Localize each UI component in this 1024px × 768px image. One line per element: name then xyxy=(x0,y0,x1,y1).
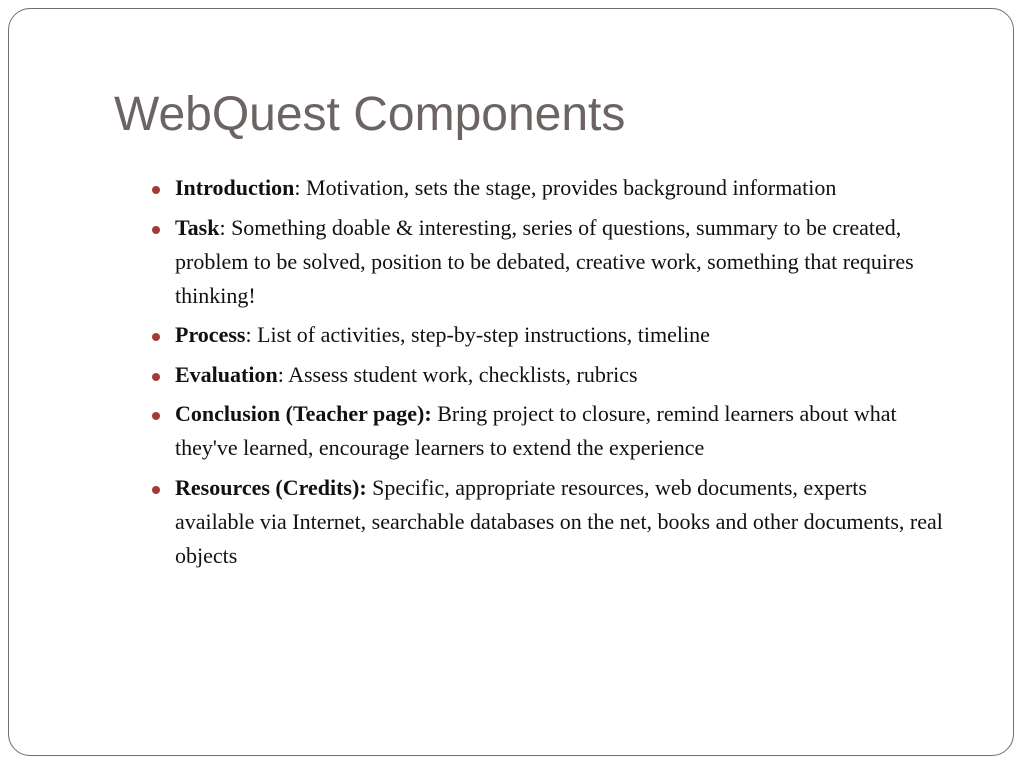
slide-title: WebQuest Components xyxy=(114,88,626,141)
bullet-dot-icon xyxy=(152,226,160,234)
bullet-item-task xyxy=(147,211,947,313)
bullet-term: Process xyxy=(175,322,246,347)
bullet-dot-icon xyxy=(152,412,160,420)
bullet-item-process xyxy=(147,318,947,352)
bullet-text: : Something doable & interesting, series of questions, summary to be created, problem to be solved, position to be debated, creative work, something that requires thinking! xyxy=(175,214,914,308)
bullet-item-introduction xyxy=(147,171,947,205)
bullet-item-resources xyxy=(147,471,947,573)
bullet-text: : Motivation, sets the stage, provides background information xyxy=(294,175,837,200)
bullet-text: : Assess student work, checklists, rubrics xyxy=(277,361,638,387)
bullet-term: Evaluation xyxy=(175,361,278,387)
bullet-text: Specific, appropriate resources, web documents, experts available via Internet, searchable databases on the net, books and other documents, real objects xyxy=(175,474,943,568)
bullet-dot-icon xyxy=(152,486,160,494)
bullet-dot-icon xyxy=(152,373,160,381)
bullet-text: Bring project to closure, remind learners about what they've learned, encourage learners to extend the experience xyxy=(175,401,897,460)
bullet-term: Resources (Credits): xyxy=(175,474,367,500)
bullet-dot-icon xyxy=(152,333,160,341)
bullet-term: Task xyxy=(175,214,220,240)
bullet-dot-icon xyxy=(152,186,160,194)
bullet-item-conclusion xyxy=(147,397,947,465)
bullet-list xyxy=(147,171,947,578)
bullet-text: : List of activities, step-by-step instructions, timeline xyxy=(245,322,710,347)
slide-frame xyxy=(8,8,1014,756)
bullet-term: Introduction xyxy=(175,175,295,200)
bullet-term: Conclusion (Teacher page): xyxy=(175,401,432,426)
bullet-item-evaluation xyxy=(147,358,947,392)
